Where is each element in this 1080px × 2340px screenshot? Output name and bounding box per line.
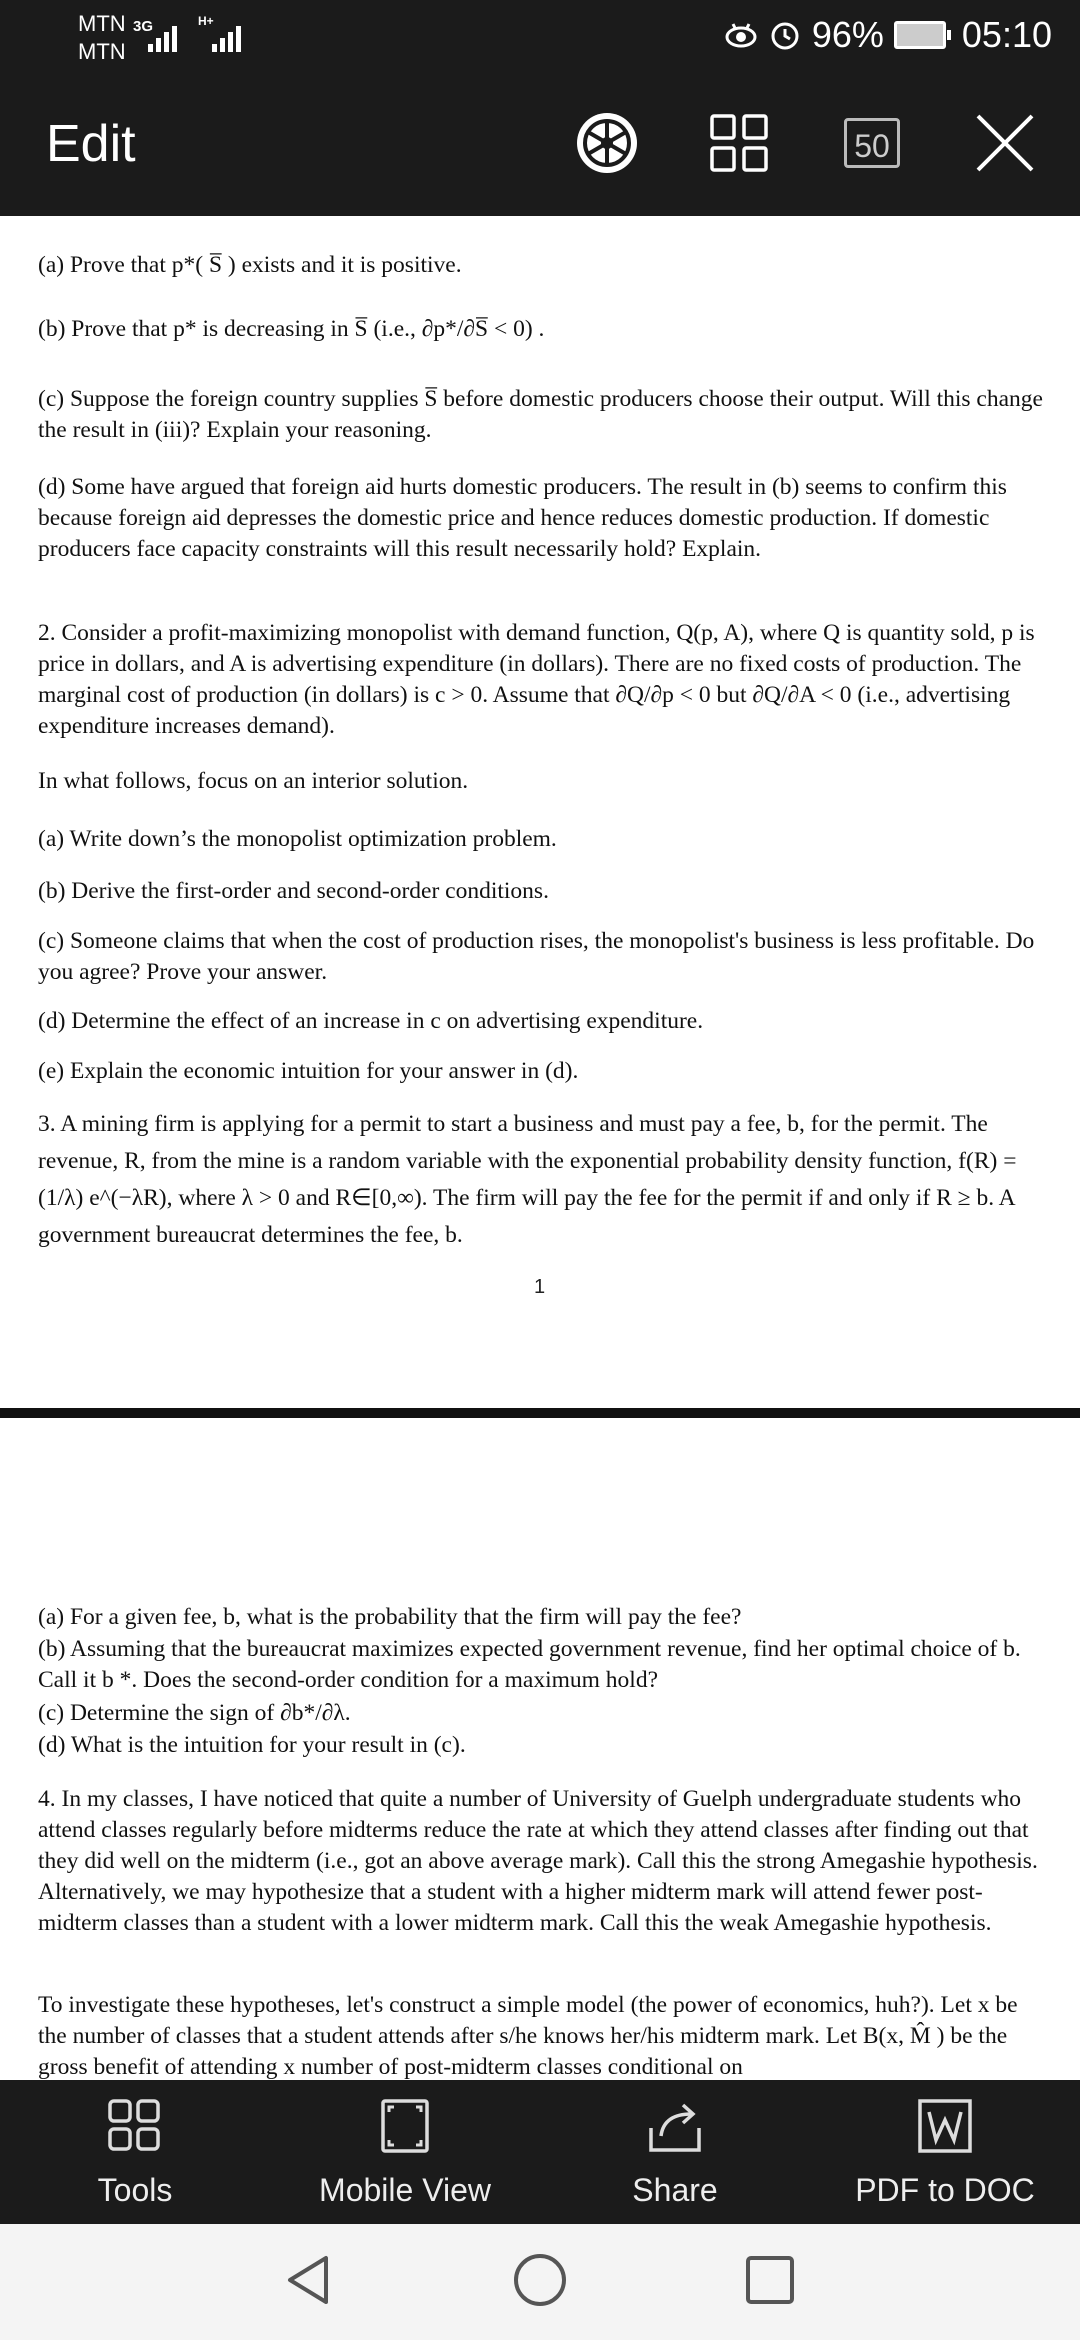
document-page-2 xyxy=(0,1418,1080,2080)
top-toolbar xyxy=(0,72,1080,216)
battery-percent: 96% xyxy=(811,14,884,55)
question-1d: (d) Some have argued that foreign aid hurts domestic producers. The result in (b) seems to confirm this because foreign aid depresses the domestic price and hence reduces domestic production. If domestic producers face capacity constraints will this result necessarily hold? Explain. xyxy=(38,474,1007,562)
signal-icon xyxy=(148,22,177,52)
question-3c: (c) Determine the sign of ∂b*/∂λ. xyxy=(38,1700,351,1726)
question-3a: (a) For a given fee, b, what is the probability that the firm will pay the fee? xyxy=(38,1604,742,1630)
grid-view-icon[interactable] xyxy=(706,110,772,176)
back-icon[interactable] xyxy=(282,2252,338,2308)
question-3: 3. A mining firm is applying for a permit to start a business and must pay a fee, b, for the permit. The revenue, R, from the mine is a random variable with the exponential probability density function, f(R) = (1/λ) e^(−λR), where λ > 0 and R∈[0,∞). The firm will pay the fee for the permit if and only if R ≥ b. A government bureaucrat determines the fee, b. xyxy=(38,1111,1017,1248)
share-label: Share xyxy=(632,2172,718,2208)
carrier-1: MTN xyxy=(78,11,126,36)
close-icon[interactable] xyxy=(972,110,1038,176)
clock: 05:10 xyxy=(961,14,1052,55)
share-button[interactable] xyxy=(540,2080,810,2224)
question-4: 4. In my classes, I have noticed that quite a number of University of Guelph undergraduate students who attend classes regularly before midterms reduce the rate at which they attend classes after finding out that they did well on the midterm (i.e., got an above average mark). Call this the strong Amegashie hypothesis. Alternatively, we may hypothesize that a student with a higher midterm mark will attend fewer post-midterm classes than a student with a lower midterm mark. Call this the weak Amegashie hypothesis. xyxy=(38,1786,1038,1936)
page-number: 1 xyxy=(534,1276,546,1298)
tools-button[interactable] xyxy=(0,2080,270,2224)
status-bar xyxy=(0,0,1080,72)
system-navigation-bar xyxy=(0,2224,1080,2340)
tools-icon xyxy=(107,2098,163,2154)
mobile-view-button[interactable] xyxy=(270,2080,540,2224)
question-2a: (a) Write down’s the monopolist optimization problem. xyxy=(38,826,557,852)
tools-label: Tools xyxy=(97,2172,173,2208)
question-3d: (d) What is the intuition for your result in (c). xyxy=(38,1732,466,1758)
eye-comfort-icon xyxy=(724,18,758,52)
question-1a: (a) Prove that p*( S̅ ) exists and it is positive. xyxy=(38,252,462,278)
network-type-1: 3G xyxy=(133,18,154,35)
edit-button[interactable]: Edit xyxy=(46,115,136,173)
carrier-2: MTN xyxy=(78,39,126,64)
read-mode-wheel-icon[interactable] xyxy=(574,110,640,176)
question-2c: (c) Someone claims that when the cost of production rises, the monopolist's business is less profitable. Do you agree? Prove your answer. xyxy=(38,928,1035,985)
question-2b: (b) Derive the first-order and second-order conditions. xyxy=(38,878,549,904)
battery-icon xyxy=(894,21,946,49)
network-type-2: H+ xyxy=(198,14,214,28)
pdf-to-doc-label: PDF to DOC xyxy=(855,2172,1035,2208)
word-doc-icon xyxy=(917,2098,973,2154)
signal-icon xyxy=(212,22,241,52)
share-icon xyxy=(647,2098,703,2154)
page-divider xyxy=(0,1408,1080,1418)
question-1c: (c) Suppose the foreign country supplies S̅ before domestic producers choose their output. Will this change the result in (iii)? Explain your reasoning. xyxy=(38,386,1043,443)
question-4-model: To investigate these hypotheses, let's construct a simple model (the power of economics, huh?). Let x be the number of classes that a student attends after s/he knows her/his midterm mark. Let B(x, M̂ ) be the gross benefit of attending x number of post-midterm classes conditional on xyxy=(38,1992,1018,2080)
document-viewer[interactable] xyxy=(0,216,1080,2080)
recents-icon[interactable] xyxy=(742,2252,798,2308)
question-2-note: In what follows, focus on an interior solution. xyxy=(38,768,469,794)
alarm-icon xyxy=(768,18,802,52)
question-2: 2. Consider a profit-maximizing monopolist with demand function, Q(p, A), where Q is quantity sold, p is price in dollars, and A is advertising expenditure (in dollars). There are no fixed costs of production. The marginal cost of production (in dollars) is c > 0. Assume that ∂Q/∂p < 0 but ∂Q/∂A < 0 (i.e., advertising expenditure increases demand). xyxy=(38,620,1035,739)
mobile-view-label: Mobile View xyxy=(319,2172,491,2208)
question-1b: (b) Prove that p* is decreasing in S̅ (i.e., ∂p*/∂S̅ < 0) . xyxy=(38,316,545,342)
home-icon[interactable] xyxy=(512,2252,568,2308)
pdf-to-doc-button[interactable] xyxy=(810,2080,1080,2224)
mobile-view-icon xyxy=(377,2098,433,2154)
question-2d: (d) Determine the effect of an increase in c on advertising expenditure. xyxy=(38,1008,704,1034)
document-page-1 xyxy=(0,216,1080,1408)
question-2e: (e) Explain the economic intuition for your answer in (d). xyxy=(38,1058,579,1084)
bottom-toolbar xyxy=(0,2080,1080,2224)
page-count-button[interactable]: 50 xyxy=(844,118,900,168)
question-3b: (b) Assuming that the bureaucrat maximizes expected government revenue, find her optimal choice of b. Call it b *. Does the second-order condition for a maximum hold? xyxy=(38,1636,1021,1693)
